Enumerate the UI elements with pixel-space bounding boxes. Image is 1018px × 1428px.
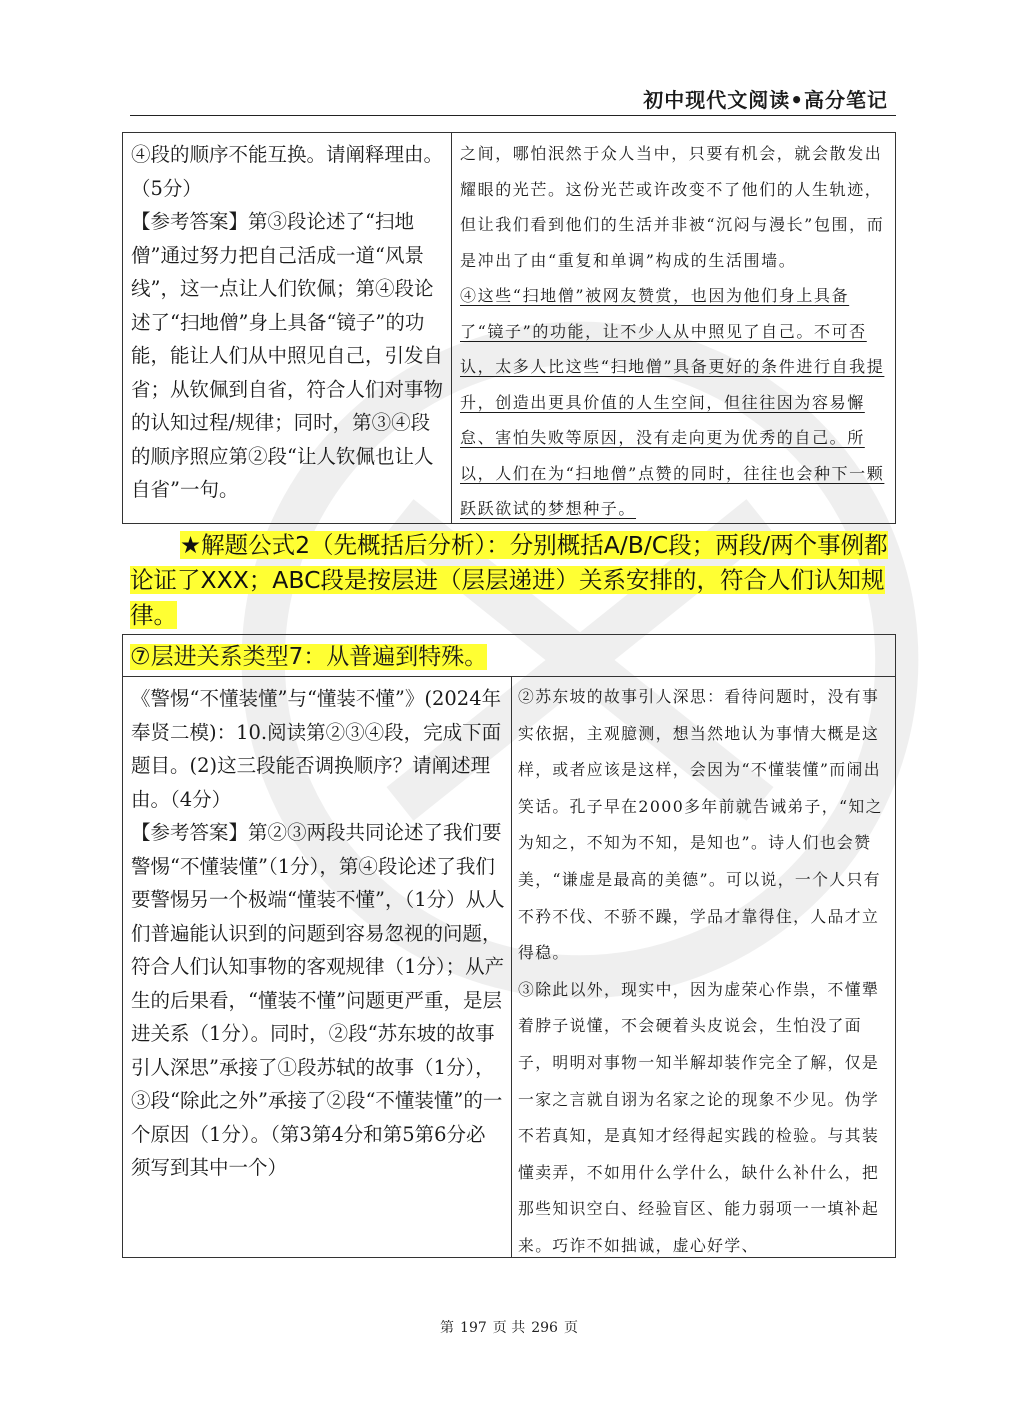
question-text-2: 《警惕“不懂装懂”与“懂装不懂”》(2024年奉贤二模)：10.阅读第②③④段，完成下面题目。(2)这三段能否调换顺序？请阐述理由。（4分） (131, 687, 502, 811)
excerpt-paragraph-2: ②苏东坡的故事引人深思：看待问题时，没有事实依据，主观臆测，想当然地认为事情大概是这样，或者应该是这样，会因为“不懂装懂”而闹出笑话。孔子早在2000多年前就告诫弟子，“知之为知之，不知为不知，是知也”。诗人们也会赞美，“谦虚是最高的美德”。可以说，一个人只有不矜不伐、不骄不躁，学品才靠得住，人品才立得稳。 (518, 687, 883, 963)
excerpt-paragraph-3-tail: 之间，哪怕泯然于众人当中，只要有机会，就会散发出耀眼的光芒。这份光芒或许改变不了他们的人生轨迹，但让我们看到他们的生活并非被“沉闷与漫长”包围，而是冲出了由“重复和单调”构成的生活围墙。 (460, 144, 885, 270)
top-table-right-cell (460, 136, 890, 522)
page-footer: 第 197 页 共 296 页 (440, 1320, 578, 1336)
question-text: ④段的顺序不能互换。请阐释理由。（5分） (131, 143, 444, 200)
bottom-table-right-cell (518, 679, 892, 1255)
reference-answer-2: 【参考答案】第②③两段共同论述了我们要警惕“不懂装懂”（1分），第④段论述了我们要警惕另一个极端“懂装不懂”，（1分）从人们普遍能认识到的问题到容易忽视的问题，符合人们认知事物的客观规律（1分）；从产生的后果看，“懂装不懂”问题更严重，是层进关系（1分）。同时，②段“苏东坡的故事引人深思”承接了①段苏轼的故事（1分），③段“除此之外”承接了②段“不懂装懂”的一个原因（1分）。（第3第4分和第5第6分必须写到其中一个） (131, 821, 505, 1179)
solution-formula (130, 528, 890, 633)
excerpt-paragraph-3: ③除此以外，现实中，因为虚荣心作祟，不懂犟着脖子说懂，不会硬着头皮说会，生怕没了面子，明明对事物一知半解却装作完全了解，仅是一家之言就自诩为名家之论的现象不少见。伪学不若真知，是真知才经得起实践的检验。与其装懂卖弄，不如用什么学什么，缺什么补什么，把那些知识空白、经验盲区、能力弱项一一填补起来。巧诈不如拙诚，虚心好学、 (518, 979, 880, 1255)
top-table-left-cell (131, 138, 445, 518)
current-page: 197 (460, 1320, 487, 1336)
bottom-table-divider (511, 676, 512, 1258)
type-heading-rule (122, 676, 896, 677)
reference-answer: 【参考答案】第③段论述了“扫地僧”通过努力把自己活成一道“风景线”，这一点让人们钦佩；第④段论述了“扫地僧”身上具备“镜子”的功能，能让人们从中照见自己，引发自省；从钦佩到自省，符合人们对事物的认知过程/规律；同时，第③④段的顺序照应第②段“让人钦佩也让人自省”一句。 (131, 210, 444, 501)
formula-highlight: ★解题公式2（先概括后分析）：分别概括A/B/C段；两段/两个事例都论证了XXX；ABC段是按层进（层层递进）关系安排的，符合人们认知规律。 (130, 531, 888, 629)
excerpt-paragraph-4-underlined: ④这些“扫地僧”被网友赞赏，也因为他们身上具备了“镜子”的功能，让不少人从中照见了自己。不可否认，太多人比这些“扫地僧”具备更好的条件进行自我提升，创造出更具价值的人生空间，但往往因为容易懈怠、害怕失败等原因，没有走向更为优秀的自己。所以，人们在为“扫地僧”点赞的同时，往往也会种下一颗跃跃欲试的梦想种子。 (460, 286, 885, 518)
total-pages: 296 (531, 1320, 558, 1336)
page-header-title: 初中现代文阅读•高分笔记 (643, 88, 888, 112)
type-heading: ⑦层进关系类型7：从普遍到特殊。 (130, 644, 488, 670)
type-heading-row (130, 640, 487, 674)
header-rule (130, 115, 896, 116)
bottom-table-left-cell (131, 682, 505, 1254)
top-table-divider (451, 132, 452, 524)
